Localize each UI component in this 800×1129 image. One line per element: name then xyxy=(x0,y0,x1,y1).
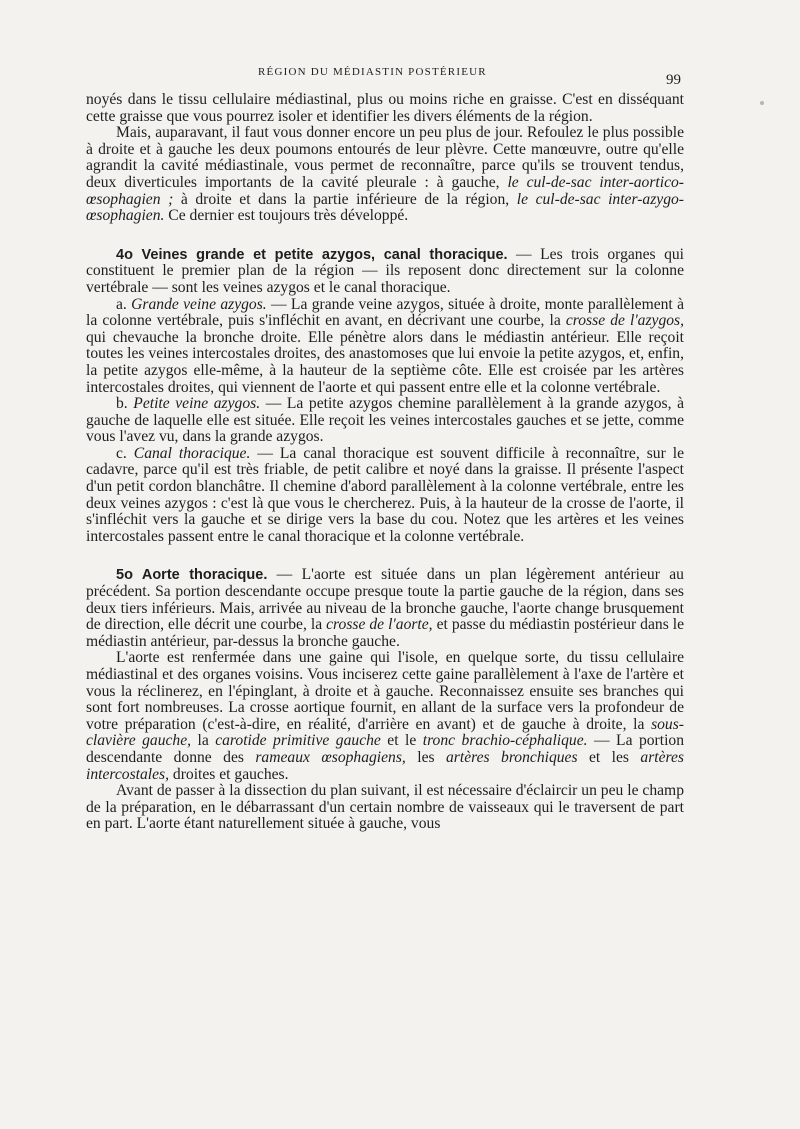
section-5-paragraph: 5o Aorte thoracique. — L'aorte est située dans un plan légèrement antérieur au précédent. Sa portion descendante occupe presque toute la partie gauche de la région, dans ses deux tiers inférieurs. Mais, arrivée au niveau de la bronche gauche, l'aorte change brusquement de direction, elle décrit une courbe, la crosse de l'aorte, et passe du médiastin postérieur dans le médiastin antérieur, par-dessus la bronche gauche. xyxy=(86,566,685,650)
running-title: RÉGION DU MÉDIASTIN POSTÉRIEUR xyxy=(258,66,487,78)
margin-speck xyxy=(760,101,764,105)
item-a-title: Grande veine azygos. xyxy=(131,295,267,313)
item-b-paragraph: b. Petite veine azygos. — La petite azygos chemine parallèlement à la grande azygos, à gauche de laquelle elle est située. Elle reçoit les veines intercostales gauches et se jette, comme vous l'avez vu, dans la grande azygos. xyxy=(86,395,684,446)
item-b-title: Petite veine azygos. xyxy=(133,395,261,413)
paragraph-aorte-gaine: L'aorte est renfermée dans une gaine qui l'isole, en quelque sorte, du tissu cellulaire médiastinal et des organes voisins. Vous inciserez cette gaine parallèlement à l'axe de l'artère et vous la réclinerez, en l'épinglant, à droite et à gauche. Reconnaissez ensuite ses branches qui sont fort nombreuses. La crosse aortique fournit, en allant de la surface vers la profondeur de votre préparation (c'est-à-dire, en réalité, d'arrière en avant) et de gauche à droite, la sous-clavière gauche, la carotide primitive gauche et le tronc brachio-céphalique. — La portion descendante donne des rameaux œsophagiens, les artères bronchiques et les artères intercostales, droites et gauches. xyxy=(86,649,685,783)
item-c-paragraph: c. Canal thoracique. — La canal thoracique est souvent difficile à reconnaître, sur le cadavre, parce qu'il est très friable, de petit calibre et noyé dans la graisse. Il présente l'aspect d'un petit cordon blanchâtre. Il chemine d'abord parallèlement à la colonne vertébrale, entre les deux veines azygos : c'est là que vous le chercherez. Puis, à la hauteur de la crosse de l'aorte, il s'infléchit vers la gauche et se dirige vers la base du cou. Notez que les artères et les veines intercostales passent entre le canal thoracique et la colonne vertébrale. xyxy=(86,444,684,545)
paragraph-2: Mais, auparavant, il faut vous donner encore un peu plus de jour. Refoulez le plus possible à droite et à gauche les deux poumons entourés de leur plèvre. Cette manœuvre, outre qu'elle agrandit la cavité médiastinale, vous permet de reconnaître, parce qu'ils se trouvent tendus, deux diverticules importants de la cavité pleurale : à gauche, le cul-de-sac inter-aortico-œsophagien ; à droite et dans la partie inférieure de la région, le cul-de-sac inter-azygo-œsophagien. Ce dernier est toujours très développé. xyxy=(86,124,684,225)
paragraph-1: noyés dans le tissu cellulaire médiastinal, plus ou moins riche en graisse. C'est en disséquant cette graisse que vous pourrez isoler et identifier les divers éléments de la région. xyxy=(86,91,684,125)
section-4-heading: 4o Veines grande et petite azygos, canal thoracique. xyxy=(116,246,508,263)
paragraph-last: Avant de passer à la dissection du plan suivant, il est nécessaire d'éclaircir un peu le champ de la préparation, en le débarrassant d'un certain nombre de vaisseaux qui le traversent de part en part. L'aorte étant naturellement située à gauche, vous xyxy=(86,782,684,833)
item-c-title: Canal thoracique. xyxy=(133,444,251,462)
body-text xyxy=(86,92,684,833)
page-number: 99 xyxy=(666,72,681,88)
section-4-paragraph: 4o Veines grande et petite azygos, canal thoracique. — Les trois organes qui constituent le premier plan de la région — ils reposent donc directement sur la colonne vertébrale — sont les veines azygos et le canal thoracique. xyxy=(86,245,684,296)
section-5-heading: 5o Aorte thoracique. xyxy=(116,567,268,584)
item-a-paragraph: a. Grande veine azygos. — La grande veine azygos, située à droite, monte parallèlement à la colonne vertébrale, puis s'infléchit en avant, en décrivant une courbe, la crosse de l'azygos, qui chevauche la bronche droite. Elle pénètre alors dans le médiastin antérieur. Elle reçoit toutes les veines intercostales droites, des anastomoses que lui envoie la petite azygos, et, enfin, la petite azygos elle-même, à la hauteur de la septième côte. Elle est croisée par les artères intercostales droites, qui viennent de l'aorte et qui passent entre elle et la colonne vertébrale. xyxy=(86,295,685,396)
